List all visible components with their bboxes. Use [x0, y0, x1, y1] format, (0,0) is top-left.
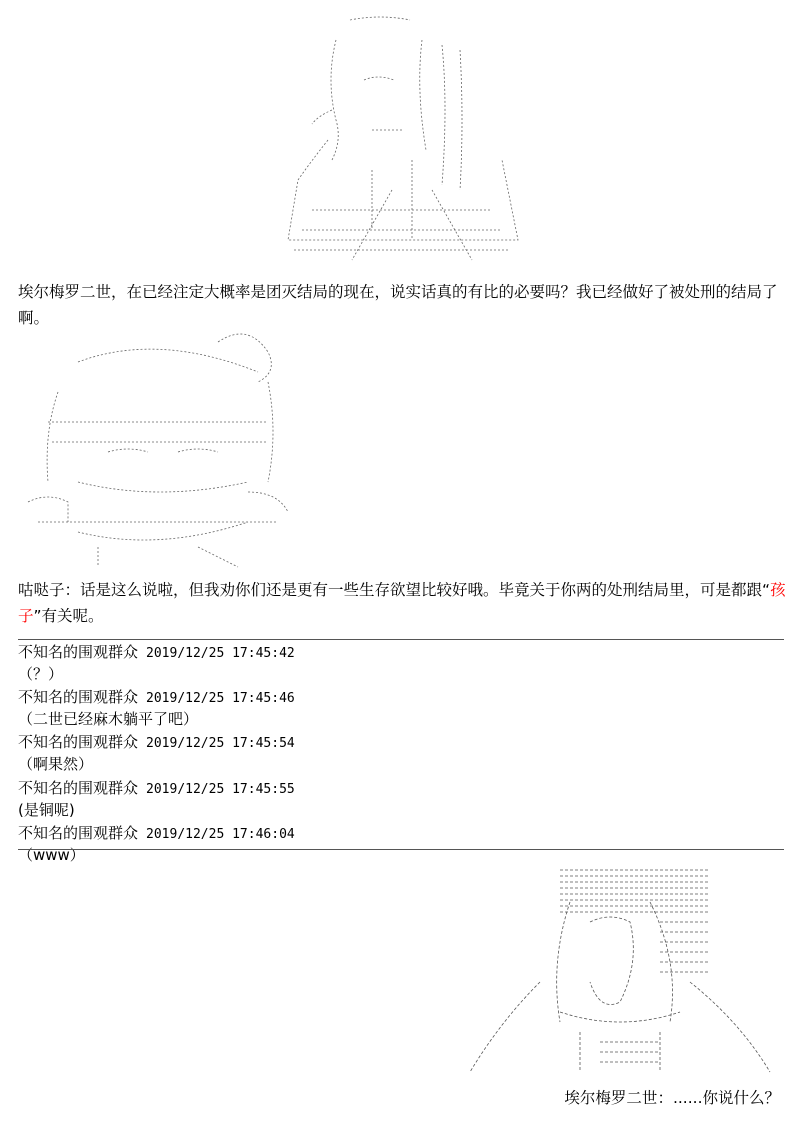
comment-text: （二世已经麻木躺平了吧）: [18, 710, 199, 729]
comment-item: [18, 731, 784, 776]
ascii-art-figure-shaded: [460, 862, 780, 1082]
dialogue-line-end: 有关呢。: [41, 607, 104, 625]
comment-time: 2019/12/25 17:45:42: [146, 646, 295, 661]
comment-text: (是铜呢): [18, 800, 75, 819]
speaker-name: 咕哒子: [18, 581, 65, 599]
comment-item: [18, 686, 784, 731]
comment-time: 2019/12/25 17:45:46: [146, 691, 295, 707]
comment-item: [18, 641, 784, 686]
ascii-art-figure-bun-hair: [18, 322, 298, 572]
quote-open: “: [762, 581, 771, 599]
ascii-art-figure-long-hair: [272, 10, 532, 278]
comment-time: 2019/12/25 17:46:04: [146, 826, 295, 842]
comment-text: （？）: [18, 665, 64, 683]
dialogue-line: ，在已经注定大概率是团灭结局的现在，说实话真的有比的必要吗？我已经做好了被处刑的结局了啊。: [18, 283, 778, 327]
divider-top: [18, 639, 784, 640]
comment-item: [18, 822, 784, 867]
comment-item: [18, 777, 784, 822]
divider-bottom: [18, 849, 784, 850]
comment-time: 2019/12/25 17:45:55: [146, 781, 295, 797]
dialogue-panel-2: [18, 577, 786, 629]
dialogue-line: ：......你说什么？: [657, 1089, 780, 1107]
comment-text: （啊果然）: [18, 755, 94, 774]
comment-text: （www）: [18, 845, 85, 864]
comment-user: 不知名的围观群众: [18, 643, 139, 661]
comment-user: 不知名的围观群众: [18, 823, 139, 842]
comment-list: [18, 641, 784, 867]
comment-user: 不知名的围观群众: [18, 688, 139, 707]
comment-user: 不知名的围观群众: [18, 778, 139, 797]
comment-user: 不知名的围观群众: [18, 733, 139, 752]
dialogue-panel-3: [564, 1086, 780, 1108]
highlight-word: 孩子: [18, 581, 786, 625]
speaker-name: 埃尔梅罗二世: [18, 283, 112, 301]
speaker-name: 埃尔梅罗二世: [564, 1089, 658, 1107]
quote-close: ”: [33, 607, 42, 625]
dialogue-line: ：话是这么说啦，但我劝你们还是更有一些生存欲望比较好哦。毕竟关于你两的处刑结局里，可是都跟: [64, 581, 763, 599]
comment-time: 2019/12/25 17:45:54: [146, 736, 295, 752]
